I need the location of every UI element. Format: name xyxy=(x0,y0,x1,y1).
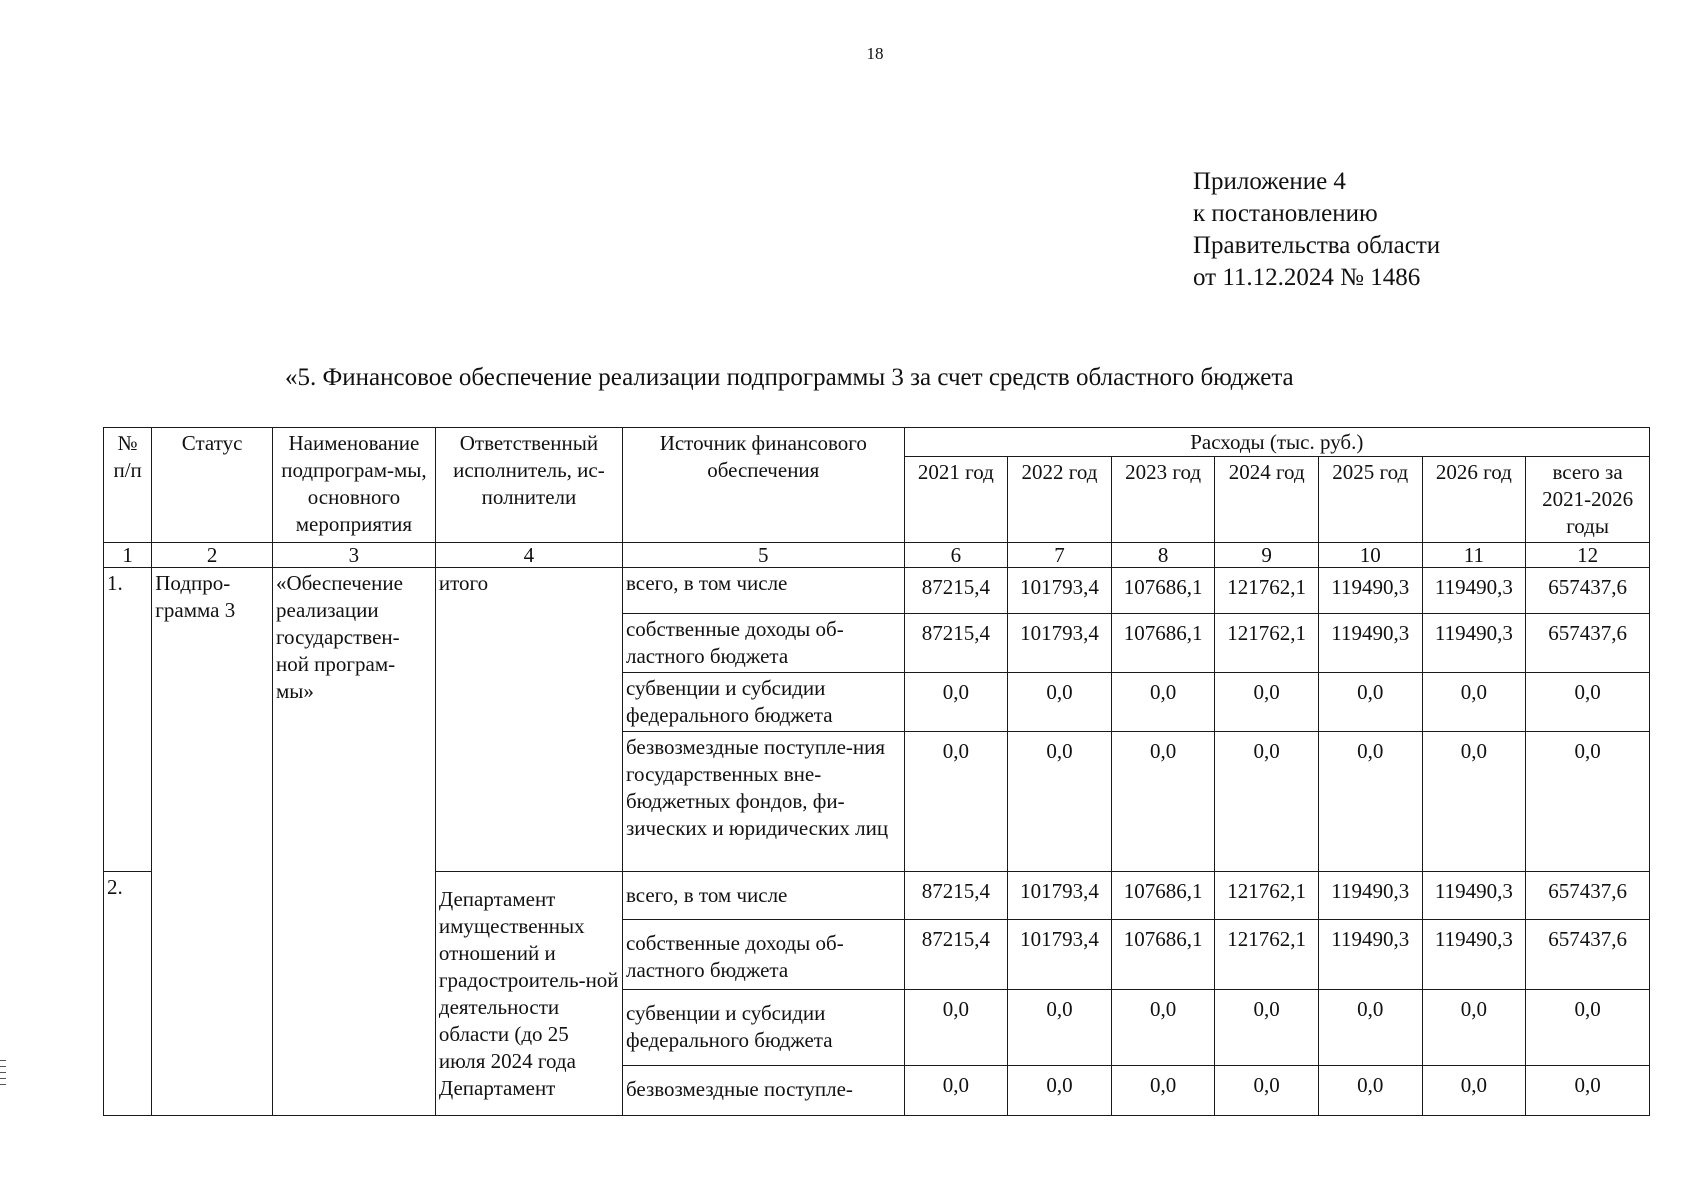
value-cell: 0,0 xyxy=(1422,1066,1526,1116)
value-cell: 0,0 xyxy=(1008,1066,1112,1116)
program-name-cell: «Обеспечение реализации государствен-ной програм-мы» xyxy=(272,568,435,1116)
value-cell: 0,0 xyxy=(1526,732,1650,872)
header-year: 2022 год xyxy=(1008,457,1112,543)
value-cell: 87215,4 xyxy=(904,568,1008,614)
value-cell: 657437,6 xyxy=(1526,568,1650,614)
executor-cell: Департамент имущественных отношений и градостроитель-ной деятельности области (до 25 июля 2024 года Департамент xyxy=(435,872,622,1116)
appendix-line: Приложение 4 xyxy=(1193,168,1346,195)
value-cell: 107686,1 xyxy=(1111,614,1215,673)
column-number: 8 xyxy=(1111,543,1215,568)
source-cell: субвенции и субсидии федерального бюджета xyxy=(622,990,904,1066)
value-cell: 107686,1 xyxy=(1111,568,1215,614)
value-cell: 657437,6 xyxy=(1526,872,1650,920)
value-cell: 0,0 xyxy=(904,1066,1008,1116)
table-row xyxy=(104,568,1650,614)
value-cell: 0,0 xyxy=(1422,732,1526,872)
value-cell: 119490,3 xyxy=(1318,872,1422,920)
value-cell: 107686,1 xyxy=(1111,920,1215,990)
column-number: 5 xyxy=(622,543,904,568)
source-cell: собственные доходы об-ластного бюджета xyxy=(622,920,904,990)
header-executor: Ответственный исполнитель, ис-полнители xyxy=(435,428,622,543)
value-cell: 121762,1 xyxy=(1215,614,1319,673)
column-number: 6 xyxy=(904,543,1008,568)
source-cell: всего, в том числе xyxy=(622,872,904,920)
value-cell: 0,0 xyxy=(1526,673,1650,732)
column-number-row xyxy=(104,543,1650,568)
column-number: 9 xyxy=(1215,543,1319,568)
value-cell: 0,0 xyxy=(1526,1066,1650,1116)
value-cell: 0,0 xyxy=(1111,732,1215,872)
value-cell: 0,0 xyxy=(1318,1066,1422,1116)
appendix-line: Правительства области xyxy=(1193,232,1441,259)
header-source: Источник финансового обеспечения xyxy=(622,428,904,543)
header-year: 2026 год xyxy=(1422,457,1526,543)
row-number: 1. xyxy=(104,568,152,872)
value-cell: 0,0 xyxy=(1318,732,1422,872)
value-cell: 0,0 xyxy=(1215,732,1319,872)
value-cell: 0,0 xyxy=(1215,1066,1319,1116)
value-cell: 87215,4 xyxy=(904,614,1008,673)
value-cell: 119490,3 xyxy=(1318,614,1422,673)
header-year: 2023 год xyxy=(1111,457,1215,543)
column-number: 4 xyxy=(435,543,622,568)
value-cell: 657437,6 xyxy=(1526,614,1650,673)
value-cell: 87215,4 xyxy=(904,872,1008,920)
value-cell: 87215,4 xyxy=(904,920,1008,990)
column-number: 11 xyxy=(1422,543,1526,568)
value-cell: 101793,4 xyxy=(1008,872,1112,920)
header-year: 2024 год xyxy=(1215,457,1319,543)
value-cell: 119490,3 xyxy=(1422,920,1526,990)
header-name: Наименование подпрограм-мы, основного мероприятия xyxy=(272,428,435,543)
column-number: 2 xyxy=(152,543,273,568)
value-cell: 119490,3 xyxy=(1422,872,1526,920)
header-num: № п/п xyxy=(104,428,152,543)
value-cell: 0,0 xyxy=(1111,990,1215,1066)
value-cell: 119490,3 xyxy=(1318,568,1422,614)
value-cell: 0,0 xyxy=(904,673,1008,732)
value-cell: 0,0 xyxy=(1318,990,1422,1066)
source-cell: всего, в том числе xyxy=(622,568,904,614)
value-cell: 657437,6 xyxy=(1526,920,1650,990)
header-status: Статус xyxy=(152,428,273,543)
value-cell: 0,0 xyxy=(904,732,1008,872)
value-cell: 0,0 xyxy=(1215,673,1319,732)
value-cell: 0,0 xyxy=(1008,673,1112,732)
value-cell: 119490,3 xyxy=(1318,920,1422,990)
page-number: 18 xyxy=(866,44,884,63)
document-title: «5. Финансовое обеспечение реализации подпрограммы 3 за счет средств областного бюджета xyxy=(285,364,1294,391)
header-year: 2025 год xyxy=(1318,457,1422,543)
column-number: 3 xyxy=(272,543,435,568)
value-cell: 101793,4 xyxy=(1008,614,1112,673)
appendix-line: к постановлению xyxy=(1193,200,1378,227)
column-number: 7 xyxy=(1008,543,1112,568)
value-cell: 0,0 xyxy=(1422,990,1526,1066)
value-cell: 0,0 xyxy=(1008,990,1112,1066)
status-cell: Подпро-грамма 3 xyxy=(152,568,273,1116)
value-cell: 0,0 xyxy=(1215,990,1319,1066)
value-cell: 0,0 xyxy=(1422,673,1526,732)
financing-table xyxy=(103,427,1650,1116)
value-cell: 0,0 xyxy=(1111,673,1215,732)
value-cell: 107686,1 xyxy=(1111,872,1215,920)
header-row xyxy=(104,428,1650,457)
value-cell: 121762,1 xyxy=(1215,568,1319,614)
source-cell: собственные доходы об-ластного бюджета xyxy=(622,614,904,673)
source-cell: безвозмездные поступле-ния государственных вне-бюджетных фондов, фи-зических и юридических лиц xyxy=(622,732,904,872)
executor-cell: итого xyxy=(435,568,622,872)
column-number: 1 xyxy=(104,543,152,568)
value-cell: 119490,3 xyxy=(1422,568,1526,614)
source-cell: безвозмездные поступле- xyxy=(622,1066,904,1116)
scan-margin-marks xyxy=(0,1060,8,1100)
value-cell: 101793,4 xyxy=(1008,568,1112,614)
value-cell: 121762,1 xyxy=(1215,872,1319,920)
column-number: 10 xyxy=(1318,543,1422,568)
value-cell: 0,0 xyxy=(1526,990,1650,1066)
source-cell: субвенции и субсидии федерального бюджета xyxy=(622,673,904,732)
value-cell: 0,0 xyxy=(1111,1066,1215,1116)
header-year-total: всего за 2021-2026 годы xyxy=(1526,457,1650,543)
value-cell: 119490,3 xyxy=(1422,614,1526,673)
value-cell: 0,0 xyxy=(1008,732,1112,872)
header-year: 2021 год xyxy=(904,457,1008,543)
column-number: 12 xyxy=(1526,543,1650,568)
value-cell: 121762,1 xyxy=(1215,920,1319,990)
appendix-block xyxy=(1193,166,1440,294)
row-number: 2. xyxy=(104,872,152,1116)
appendix-line: от 11.12.2024 № 1486 xyxy=(1193,264,1421,291)
header-expenses: Расходы (тыс. руб.) xyxy=(904,428,1649,457)
value-cell: 0,0 xyxy=(1318,673,1422,732)
value-cell: 0,0 xyxy=(904,990,1008,1066)
value-cell: 101793,4 xyxy=(1008,920,1112,990)
